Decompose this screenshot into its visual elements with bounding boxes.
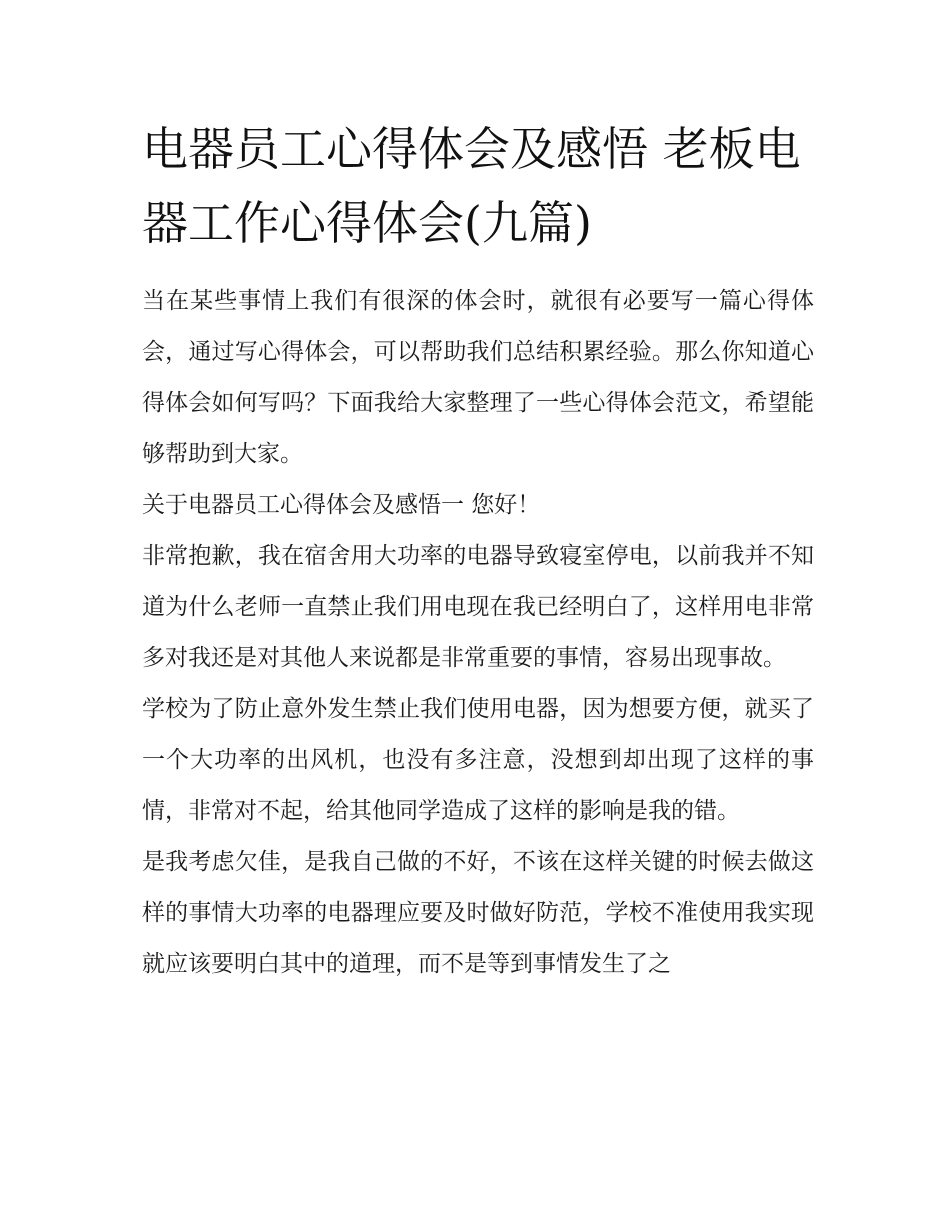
document-title: 电器员工心得体会及感悟 老板电器工作心得体会(九篇): [142, 122, 801, 250]
paragraph-reflection: 是我考虑欠佳，是我自己做的不好，不该在这样关键的时候去做这样的事情大功率的电器理应要及时做好防范，学校不准使用我实现就应该要明白其中的道理，而不是等到事情发生了之: [142, 849, 814, 977]
paragraph-intro: 当在某些事情上我们有很深的体会时，就很有必要写一篇心得体会，通过写心得体会，可以帮助我们总结积累经验。那么你知道心得体会如何写吗？下面我给大家整理了一些心得体会范文，希望能够帮助到大家。: [142, 288, 814, 467]
document-body: [142, 276, 814, 990]
paragraph-school-rule: 学校为了防止意外发生禁止我们使用电器，因为想要方便，就买了一个大功率的出风机，也没有多注意，没想到却出现了这样的事情，非常对不起，给其他同学造成了这样的影响是我的错。: [142, 696, 814, 824]
paragraph-heading-one: 关于电器员工心得体会及感悟一 您好！: [142, 492, 541, 518]
paragraph-apology: 非常抱歉，我在宿舍用大功率的电器导致寝室停电，以前我并不知道为什么老师一直禁止我们用电现在我已经明白了，这样用电非常多对我还是对其他人来说都是非常重要的事情，容易出现事故。: [142, 543, 814, 671]
